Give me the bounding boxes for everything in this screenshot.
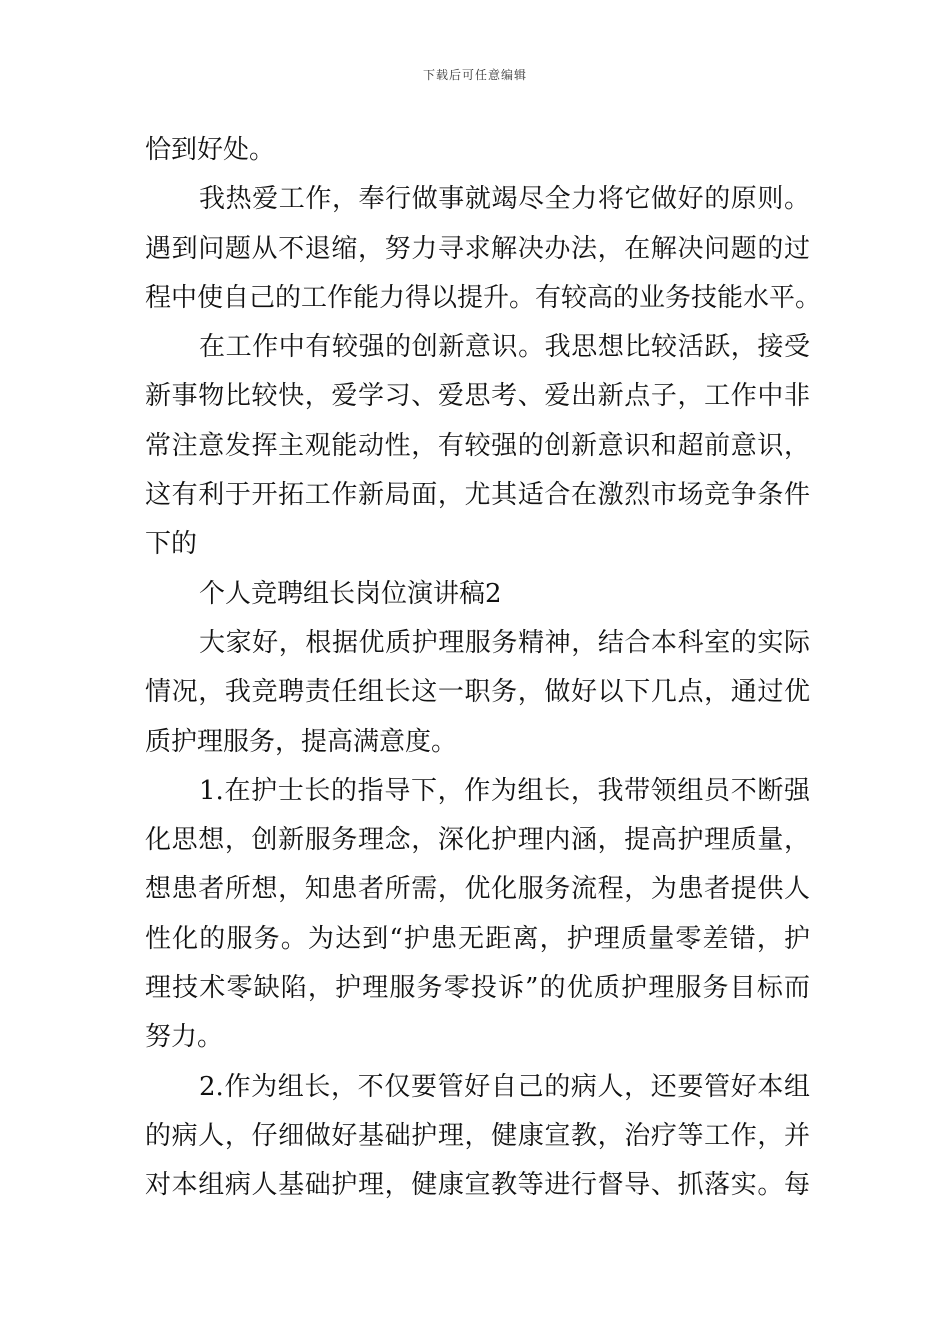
text-line: 常注意发挥主观能动性，有较强的创新意识和超前意识，: [145, 430, 810, 461]
text-line: 我热爱工作，奉行做事就竭尽全力将它做好的原则。: [199, 184, 810, 215]
text-line: 2.作为组长，不仅要管好自己的病人，还要管好本组: [199, 1071, 810, 1102]
text-line: 化思想，创新服务理念，深化护理内涵，提高护理质量，: [145, 825, 810, 856]
text-line: 性化的服务。为达到“护患无距离，护理质量零差错，护: [145, 923, 810, 954]
text-line: 1.在护士长的指导下，作为组长，我带领组员不断强: [199, 775, 810, 806]
text-line: 个人竞聘组长岗位演讲稿2: [199, 578, 502, 609]
text-line: 下的: [145, 529, 198, 560]
text-line: 情况，我竞聘责任组长这一职务，做好以下几点，通过优: [145, 677, 810, 708]
page-header: 下载后可任意编辑: [422, 68, 527, 82]
document-body: [145, 126, 822, 1211]
paragraph: [145, 1063, 810, 1211]
text-line: 想患者所想，知患者所需，优化服务流程，为患者提供人: [145, 874, 810, 905]
paragraph: [145, 619, 810, 767]
section-title: [145, 570, 810, 619]
text-line: 的病人，仔细做好基础护理，健康宣教，治疗等工作，并: [145, 1120, 810, 1151]
text-line: 这有利于开拓工作新局面，尤其适合在激烈市场竞争条件: [145, 480, 810, 511]
text-line: 遇到问题从不退缩，努力寻求解决办法，在解决问题的过: [145, 233, 810, 264]
paragraph: [145, 767, 810, 1063]
text-line: 恰到好处。: [145, 135, 276, 165]
paragraph: [145, 126, 810, 175]
text-line: 程中使自己的工作能力得以提升。有较高的业务技能水平。: [145, 282, 822, 313]
text-line: 新事物比较快，爱学习、爱思考、爱出新点子，工作中非: [145, 381, 810, 412]
text-line: 质护理服务，提高满意度。: [145, 726, 458, 757]
text-line: 大家好，根据优质护理服务精神，结合本科室的实际: [199, 627, 810, 658]
paragraph: [145, 323, 810, 569]
text-line: 对本组病人基础护理，健康宣教等进行督导、抓落实。每: [145, 1170, 810, 1201]
text-line: 努力。: [145, 1022, 224, 1053]
text-line: 理技术零缺陷，护理服务零投诉”的优质护理服务目标而: [145, 973, 810, 1004]
text-line: 在工作中有较强的创新意识。我思想比较活跃，接受: [199, 332, 810, 363]
paragraph: [145, 175, 822, 323]
